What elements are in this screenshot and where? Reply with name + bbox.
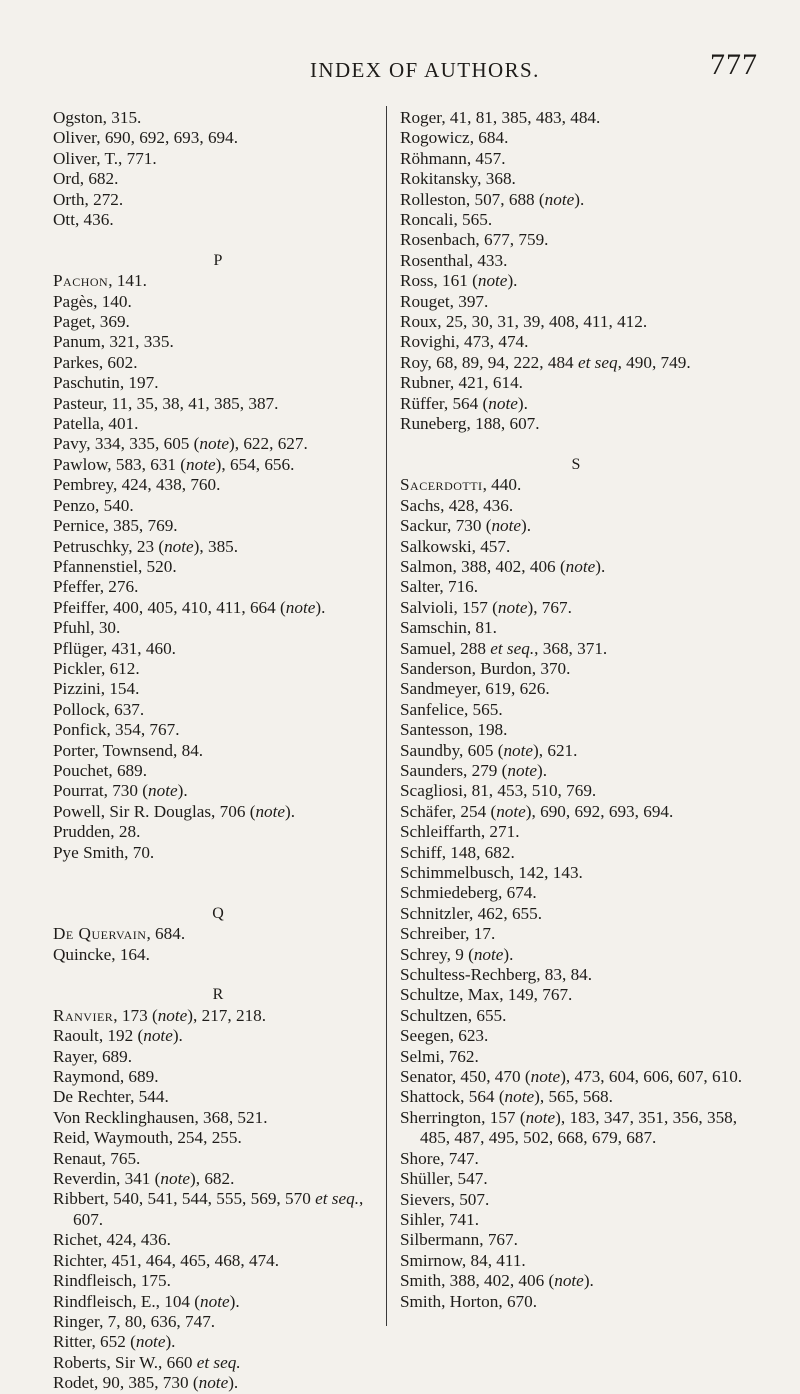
index-entry: Pollock, 637. <box>53 699 145 719</box>
index-entry: Pickler, 612. <box>53 658 140 678</box>
index-entry: Rüffer, 564 (note). <box>400 393 528 413</box>
index-entry: Pouchet, 689. <box>53 760 148 780</box>
index-entry: Sihler, 741. <box>400 1209 480 1229</box>
index-entry: Ponfick, 354, 767. <box>53 720 180 740</box>
section-letter-p: P <box>213 251 223 269</box>
index-entry: Panum, 321, 335. <box>53 332 174 352</box>
column-divider <box>386 106 387 1326</box>
index-entry: Ogston, 315. <box>53 108 142 127</box>
index-entry: Pizzini, 154. <box>53 679 140 699</box>
entry-pages: , 173 (note), 217, 218. <box>113 1005 267 1025</box>
index-entry: Rubner, 421, 614. <box>400 373 523 393</box>
index-entry: Ord, 682. <box>53 169 119 189</box>
index-entry: Schultzen, 655. <box>400 1005 507 1025</box>
index-entry: Schiff, 148, 682. <box>400 842 515 862</box>
o-continued-section <box>53 108 383 230</box>
index-entry: Pasteur, 11, 35, 38, 41, 385, 387. <box>53 393 279 413</box>
q-section <box>53 945 383 965</box>
index-entry: Selmi, 762. <box>400 1046 479 1066</box>
index-entry: Shore, 747. <box>400 1148 479 1168</box>
index-entry: Samuel, 288 et seq., 368, 371. <box>400 638 608 658</box>
index-entry: Smith, Horton, 670. <box>400 1291 538 1311</box>
index-entry: Pavy, 334, 335, 605 (note), 622, 627. <box>53 434 308 454</box>
index-entry: Rayer, 689. <box>53 1046 133 1066</box>
index-entry <box>400 475 752 495</box>
index-entry: Ott, 436. <box>53 210 114 230</box>
index-entry: Rogowicz, 684. <box>400 128 509 148</box>
index-entry: Ribbert, 540, 541, 544, 555, 569, 570 et seq., 607. <box>53 1189 364 1229</box>
index-entry: Santesson, 198. <box>400 720 508 740</box>
index-entry: Salter, 716. <box>400 577 479 597</box>
index-entry: Pawlow, 583, 631 (note), 654, 656. <box>53 454 295 474</box>
index-entry: Pfuhl, 30. <box>53 618 121 638</box>
index-entry: Roberts, Sir W., 660 et seq. <box>53 1352 241 1372</box>
index-entry: Pourrat, 730 (note). <box>53 781 188 801</box>
index-entry: Parkes, 602. <box>53 352 138 372</box>
index-entry: Saundby, 605 (note), 621. <box>400 740 578 760</box>
index-entry: Rovighi, 473, 474. <box>400 332 529 352</box>
entry-pages: , 684. <box>146 924 186 944</box>
index-entry: Schäfer, 254 (note), 690, 692, 693, 694. <box>400 801 674 821</box>
index-entry: Orth, 272. <box>53 189 124 209</box>
index-entry: Oliver, 690, 692, 693, 694. <box>53 128 239 148</box>
index-entry: Salmon, 388, 402, 406 (note). <box>400 556 606 576</box>
r-section <box>53 1026 383 1393</box>
entry-name: Sacerdotti <box>400 475 483 495</box>
index-entry: Rosenbach, 677, 759. <box>400 230 549 250</box>
page-header <box>0 48 800 88</box>
index-entry: Smith, 388, 402, 406 (note). <box>400 1271 594 1291</box>
right-column <box>400 108 752 1312</box>
index-entry: Richet, 424, 436. <box>53 1230 171 1250</box>
index-entry: Pagès, 140. <box>53 291 132 311</box>
index-entry: Scagliosi, 81, 453, 510, 769. <box>400 781 597 801</box>
index-entry: Smirnow, 84, 411. <box>400 1250 526 1270</box>
index-entry: Sandmeyer, 619, 626. <box>400 679 550 699</box>
section-letter-q: Q <box>212 904 224 922</box>
index-entry: Penzo, 540. <box>53 495 134 515</box>
index-entry: Powell, Sir R. Douglas, 706 (note). <box>53 801 296 821</box>
index-entry: Petruschky, 23 (note), 385. <box>53 536 239 556</box>
index-entry: Raymond, 689. <box>53 1067 159 1087</box>
left-column <box>53 108 383 1394</box>
index-entry: Roncali, 565. <box>400 210 493 230</box>
index-entry: Shüller, 547. <box>400 1169 488 1189</box>
index-entry: Prudden, 28. <box>53 822 141 842</box>
entry-name: Ranvier <box>53 1005 114 1025</box>
index-entry: Roger, 41, 81, 385, 483, 484. <box>400 108 601 127</box>
index-entry: Pernice, 385, 769. <box>53 516 178 536</box>
index-entry <box>53 1006 383 1026</box>
index-entry: Schreiber, 17. <box>400 924 496 944</box>
index-entry: Ross, 161 (note). <box>400 271 518 291</box>
running-title: INDEX OF AUTHORS. <box>310 58 540 82</box>
index-entry: Sherrington, 157 (note), 183, 347, 351, 356, 358, 485, 487, 495, 502, 668, 679, 687. <box>400 1107 738 1148</box>
index-entry: Ringer, 7, 80, 636, 747. <box>53 1311 216 1331</box>
index-entry: Rindfleisch, E., 104 (note). <box>53 1291 240 1311</box>
index-entry: De Rechter, 544. <box>53 1087 169 1107</box>
index-entry: Sanderson, Burdon, 370. <box>400 658 571 678</box>
index-entry: Reid, Waymouth, 254, 255. <box>53 1128 242 1148</box>
index-entry: Runeberg, 188, 607. <box>400 414 540 434</box>
index-entry: Pfeffer, 276. <box>53 577 139 597</box>
index-entry: Schrey, 9 (note). <box>400 944 514 964</box>
index-entry: Rokitansky, 368. <box>400 169 516 189</box>
index-entry: Schmiedeberg, 674. <box>400 883 537 903</box>
index-entry: Rouget, 397. <box>400 291 489 311</box>
entry-name: Quervain <box>78 924 147 944</box>
r-continued-section <box>400 108 752 435</box>
index-entry: Schimmelbusch, 142, 143. <box>400 863 583 883</box>
index-entry: Richter, 451, 464, 465, 468, 474. <box>53 1250 280 1270</box>
index-entry: Sanfelice, 565. <box>400 699 503 719</box>
index-entry: Rodet, 90, 385, 730 (note). <box>53 1373 239 1393</box>
index-entry: Renaut, 765. <box>53 1148 141 1168</box>
index-entry: Schleiffarth, 271. <box>400 822 520 842</box>
index-entry: Silbermann, 767. <box>400 1230 518 1250</box>
p-section <box>53 292 383 863</box>
index-entry: Oliver, T., 771. <box>53 148 157 168</box>
index-entry: Samschin, 81. <box>400 618 497 638</box>
index-entry: Ritter, 652 (note). <box>53 1332 176 1352</box>
index-entry: Sievers, 507. <box>400 1189 490 1209</box>
index-entry: Pye Smith, 70. <box>53 842 155 862</box>
index-entry: Sackur, 730 (note). <box>400 516 532 536</box>
index-entry: Roux, 25, 30, 31, 39, 408, 411, 412. <box>400 312 648 332</box>
index-entry: Salkowski, 457. <box>400 536 511 556</box>
index-entry: Reverdin, 341 (note), 682. <box>53 1169 235 1189</box>
section-letter-s: S <box>571 455 581 473</box>
index-entry: Paschutin, 197. <box>53 373 159 393</box>
index-entry: Pflüger, 431, 460. <box>53 638 176 658</box>
index-entry: Rosenthal, 433. <box>400 250 508 270</box>
index-entry: Schultze, Max, 149, 767. <box>400 985 573 1005</box>
index-entry: Schultess-Rechberg, 83, 84. <box>400 965 593 985</box>
entry-name: Pachon <box>53 271 109 291</box>
page-number: 777 <box>710 48 758 81</box>
index-entry: Schnitzler, 462, 655. <box>400 903 543 923</box>
s-section <box>400 496 752 1312</box>
index-entry: Shattock, 564 (note), 565, 568. <box>400 1087 613 1107</box>
entry-prefix: De <box>53 924 79 944</box>
index-entry: Pfeiffer, 400, 405, 410, 411, 664 (note). <box>53 597 326 617</box>
entry-pages: , 141. <box>108 271 147 291</box>
index-entry: Seegen, 623. <box>400 1026 489 1046</box>
index-entry: Saunders, 279 (note). <box>400 760 548 780</box>
index-entry: Porter, Townsend, 84. <box>53 740 204 760</box>
index-entry: Pfannenstiel, 520. <box>53 556 177 576</box>
index-entry: Paget, 369. <box>53 312 130 332</box>
index-entry: Rolleston, 507, 688 (note). <box>400 189 585 209</box>
section-letter-r: R <box>212 986 224 1004</box>
index-entry: Patella, 401. <box>53 414 139 434</box>
index-entry <box>53 271 383 291</box>
index-entry: Rindfleisch, 175. <box>53 1271 171 1291</box>
index-entry: Von Recklinghausen, 368, 521. <box>53 1107 268 1127</box>
index-entry: Salvioli, 157 (note), 767. <box>400 597 572 617</box>
index-entry: Röhmann, 457. <box>400 148 506 168</box>
index-entry: Senator, 450, 470 (note), 473, 604, 606, 607, 610. <box>400 1067 743 1087</box>
index-entry: Roy, 68, 89, 94, 222, 484 et seq, 490, 749. <box>400 352 691 372</box>
entry-pages: , 440. <box>482 475 522 495</box>
index-entry: Pembrey, 424, 438, 760. <box>53 475 221 495</box>
index-entry: Quincke, 164. <box>53 944 150 964</box>
index-entry <box>53 924 383 944</box>
index-entry: Sachs, 428, 436. <box>400 495 514 515</box>
index-entry: Raoult, 192 (note). <box>53 1026 183 1046</box>
